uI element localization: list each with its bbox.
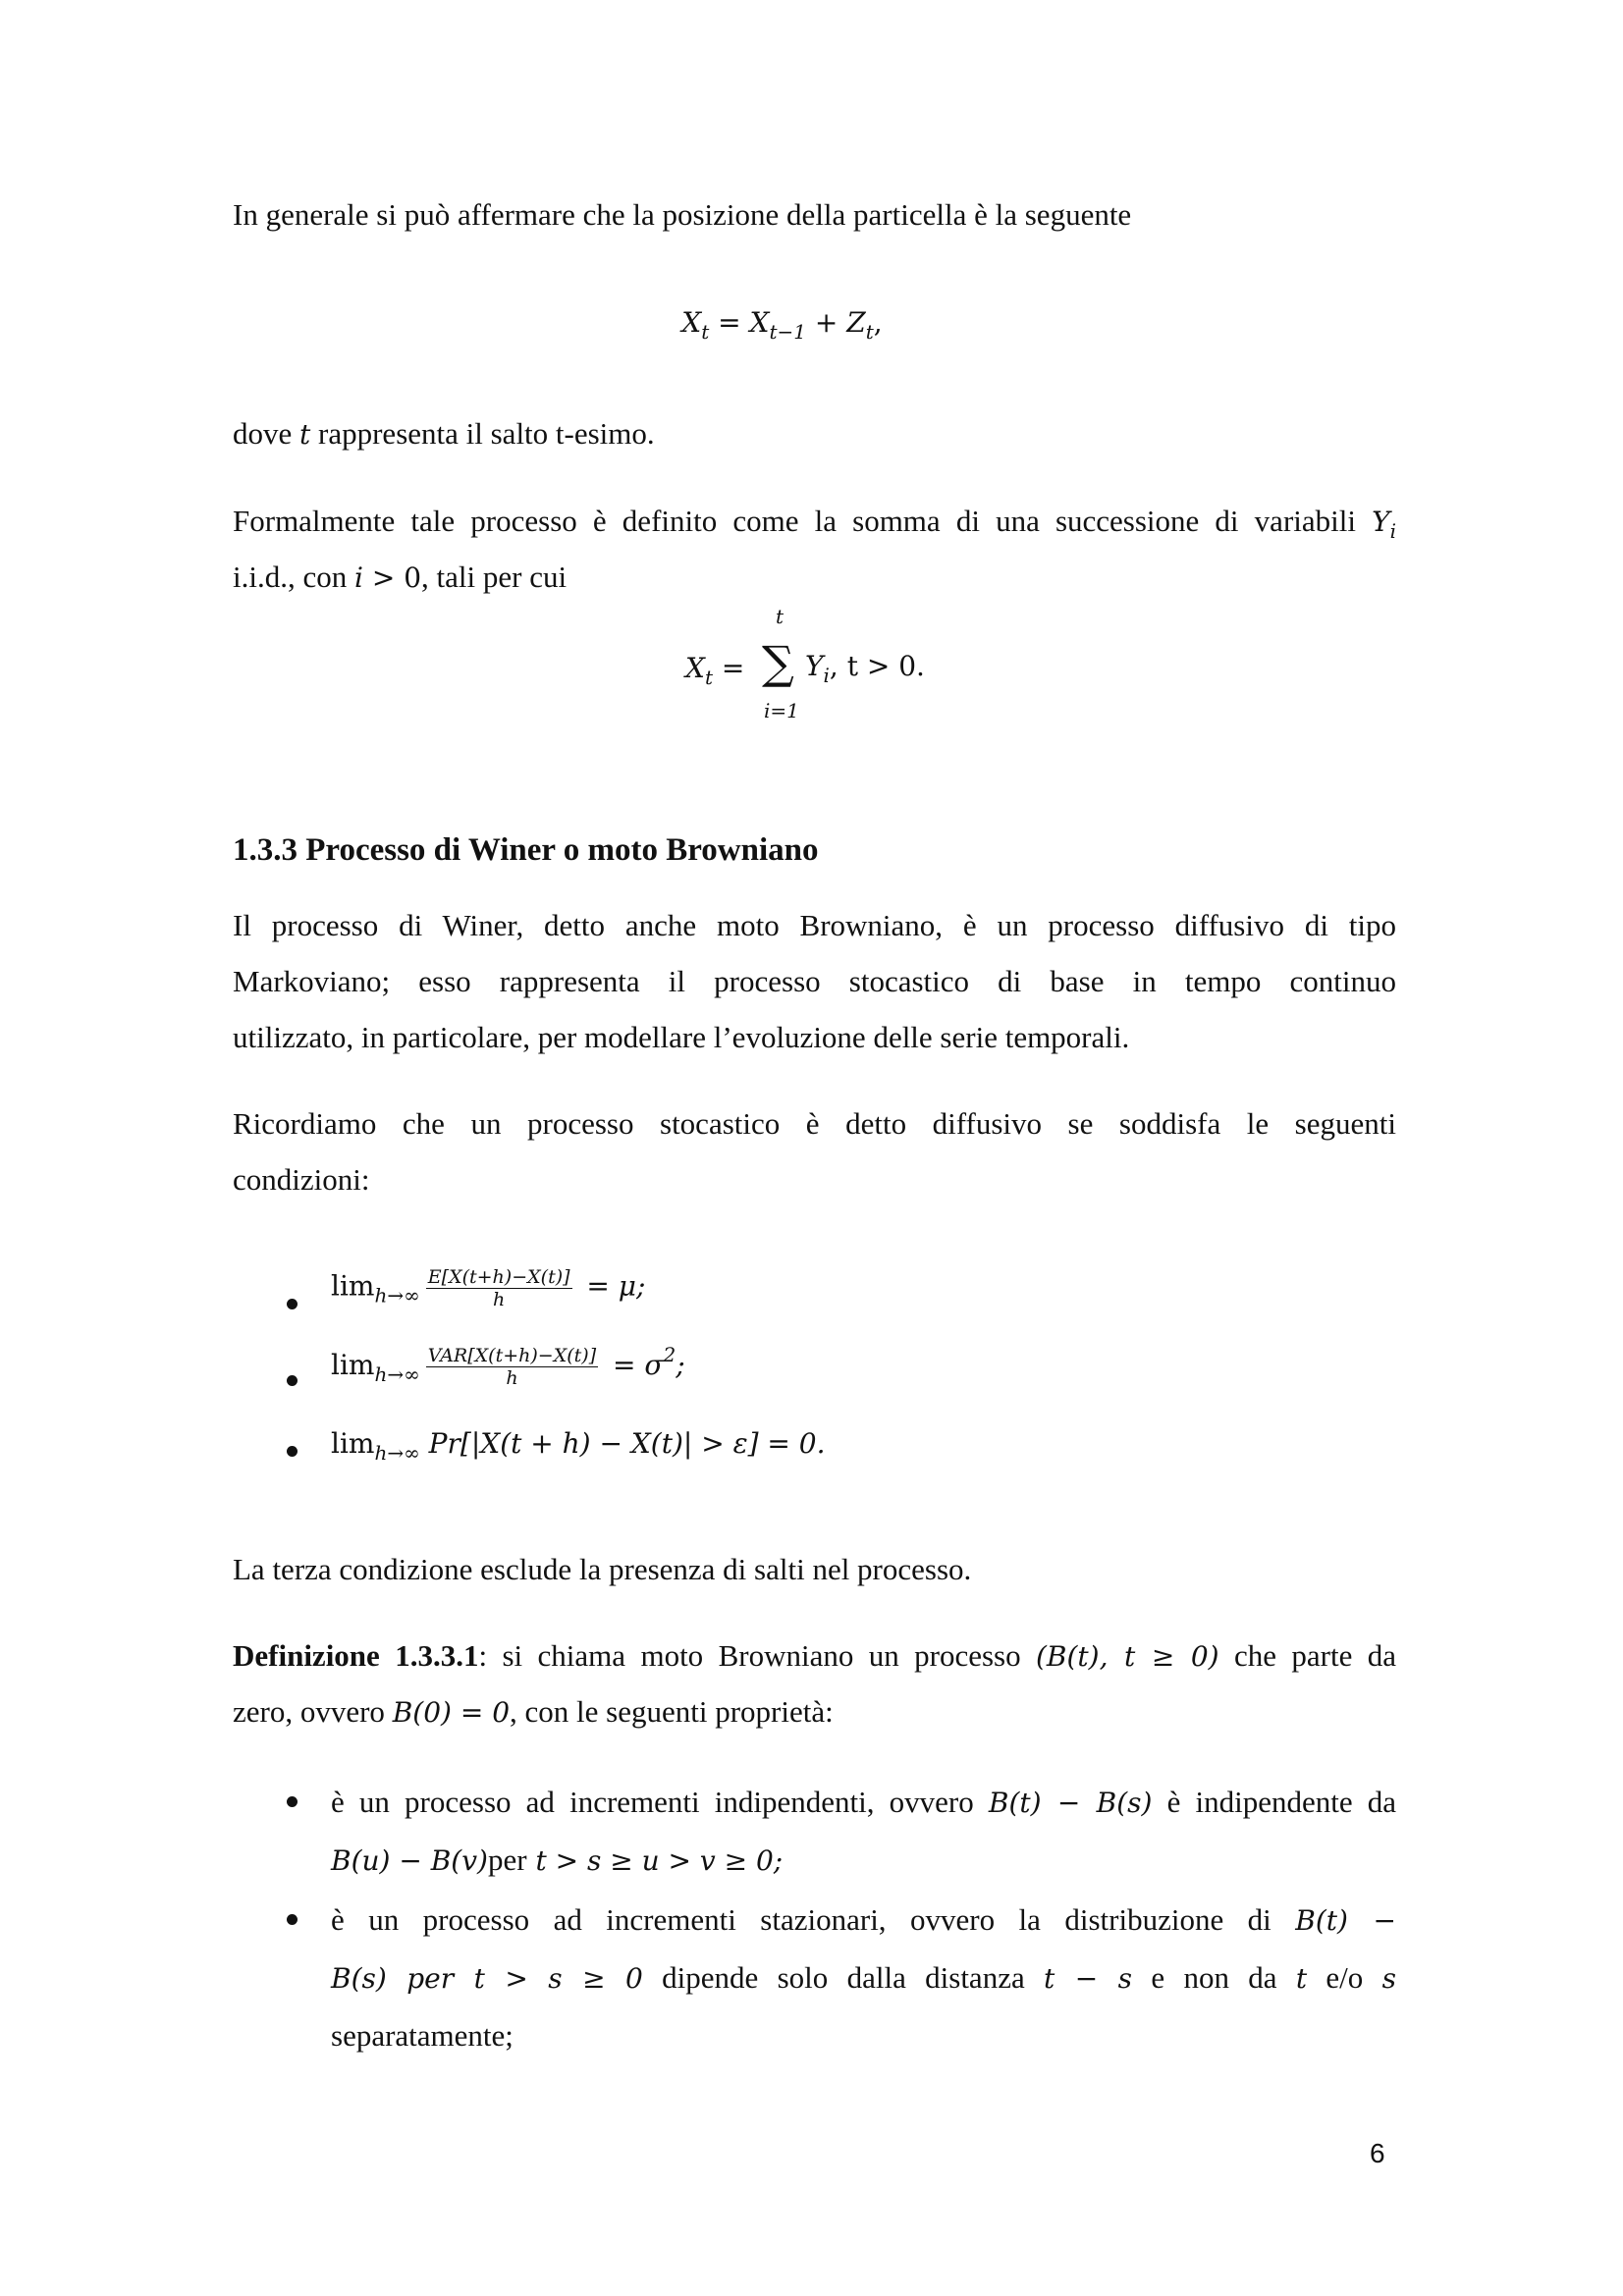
- fraction-denominator: h: [506, 1367, 518, 1390]
- third-condition-text: La terza condizione esclude la presenza di salti nel processo.: [233, 1552, 972, 1586]
- lim-label: lim: [331, 1349, 375, 1381]
- definition-line-1: [233, 1628, 1396, 1684]
- property-text: è un processo ad incrementi indipendenti, ovvero: [331, 1785, 989, 1819]
- property-line-2: [331, 1949, 1396, 2007]
- fraction-numerator: VAR[X(t+h)−X(t)]: [427, 1345, 597, 1367]
- eq1-x-prev-sub: t−1: [769, 320, 807, 344]
- formal-text: Formalmente tale processo è definito come la somma di una successione di variabili: [233, 504, 1373, 538]
- definition-math: (B(t), t ≥ 0): [1036, 1640, 1219, 1673]
- property-post: è indipendente da: [1152, 1785, 1397, 1819]
- condition-rhs: = σ: [604, 1349, 664, 1381]
- property-line-1: [331, 1891, 1396, 1949]
- definition-line2-math: B(0) = 0: [392, 1696, 511, 1729]
- dove-var: t: [299, 418, 311, 451]
- property-text: e non da: [1132, 1960, 1296, 1995]
- bullet-dot: [287, 1796, 298, 1807]
- condition-item: [233, 1266, 1396, 1335]
- definition-text: : si chiama moto Browniano un processo: [478, 1638, 1036, 1673]
- property-math: s: [1381, 1962, 1396, 1995]
- sum-rhs-group: [805, 650, 925, 687]
- lim-label: lim: [331, 1427, 375, 1460]
- property-line-1: [331, 1773, 1396, 1832]
- condition-expression: [331, 1343, 685, 1389]
- fraction: [426, 1266, 572, 1310]
- property-item: [233, 1773, 1396, 1891]
- equation-position: [0, 304, 1594, 344]
- section-heading: 1.3.3 Processo di Winer o moto Browniano: [233, 832, 819, 868]
- condition-rhs: = μ;: [577, 1269, 646, 1303]
- fraction-numerator: E[X(t+h)−X(t)]: [427, 1266, 570, 1288]
- formal-pre: i.i.d., con: [233, 560, 354, 594]
- condition-expression: [331, 1425, 826, 1465]
- property-math: B(t) − B(s): [988, 1787, 1153, 1819]
- property-math: t > s ≥ u > v ≥ 0;: [526, 1844, 784, 1877]
- eq1-lhs: X: [681, 306, 702, 339]
- fraction-denominator: h: [493, 1289, 506, 1310]
- property-text: dipende solo dalla distanza: [642, 1960, 1045, 1995]
- bullet-dot: [287, 1299, 298, 1309]
- para1-line-1: Il processo di Winer, detto anche moto Browniano, è un processo diffusivo di tipo: [233, 908, 1396, 942]
- property-math: t − s: [1044, 1962, 1133, 1995]
- property-word: per: [487, 1842, 527, 1877]
- property-math: B(u) − B(v): [331, 1844, 488, 1877]
- property-math: B(t) −: [1295, 1904, 1396, 1937]
- definition-line2-pre: zero, ovvero: [233, 1694, 393, 1729]
- sum-y: Y: [805, 650, 824, 682]
- dove-pre: dove: [233, 416, 300, 451]
- lim-sub: h→∞: [374, 1362, 420, 1386]
- eq1-equals: =: [709, 306, 750, 339]
- condition-rhs-tail: ;: [676, 1349, 685, 1381]
- formal-var-y: Y: [1372, 506, 1390, 538]
- sum-equals: =: [712, 652, 745, 684]
- bullet-dot: [287, 1446, 298, 1457]
- formal-condition: > 0: [362, 561, 422, 594]
- bullet-dot: [287, 1914, 298, 1925]
- formal-var-y-sub: i: [1389, 519, 1396, 543]
- sum-tail: , t > 0.: [829, 650, 925, 682]
- property-item: [233, 1891, 1396, 2067]
- sum-lhs: X: [685, 652, 705, 684]
- definition-line-2: [233, 1683, 1396, 1740]
- eq1-z: Z: [846, 306, 866, 339]
- fraction: [426, 1345, 598, 1389]
- condition-expression-text: Pr[|X(t + h) − X(t)| > ε] = 0.: [419, 1427, 826, 1460]
- intro-paragraph: [233, 187, 1396, 242]
- dove-paragraph: [233, 405, 1396, 462]
- page-number: 6: [1370, 2138, 1385, 2168]
- intro-text: In generale si può affermare che la posizione della particella è la seguente: [233, 197, 1132, 232]
- equation-sum: [677, 607, 972, 724]
- dove-post: rappresenta il salto t-esimo.: [310, 416, 655, 451]
- property-math: t: [1295, 1962, 1308, 1995]
- para2-line-1: Ricordiamo che un processo stocastico è detto diffusivo se soddisfa le seguenti: [233, 1106, 1396, 1141]
- sum-lower-limit: i=1: [764, 699, 799, 722]
- definition-line2-post: , con le seguenti proprietà:: [510, 1694, 834, 1729]
- eq1-plus: +: [806, 306, 847, 339]
- eq1-lhs-sub: t: [701, 320, 710, 344]
- sum-lhs-group: [685, 650, 744, 689]
- sum-upper-limit: t: [776, 605, 784, 628]
- sigma-symbol: ∑: [762, 636, 794, 689]
- definition-label: Definizione 1.3.3.1: [233, 1638, 479, 1673]
- eq1-x-prev: X: [749, 306, 770, 339]
- lim-label: lim: [331, 1269, 375, 1303]
- condition-item: [233, 1343, 1396, 1412]
- property-math: B(s) per t > s ≥ 0: [331, 1962, 643, 1995]
- bullet-dot: [287, 1375, 298, 1386]
- condition-rhs-sup: 2: [663, 1343, 676, 1366]
- property-text: è un processo ad incrementi stazionari, ovvero la distribuzione di: [331, 1902, 1296, 1937]
- sum-lhs-sub: t: [704, 666, 713, 689]
- para1-line-2: Markoviano; esso rappresenta il processo stocastico di base in tempo continuo: [233, 964, 1396, 998]
- property-text: e/o: [1307, 1960, 1382, 1995]
- lim-sub: h→∞: [374, 1441, 420, 1465]
- para2-line-2: condizioni:: [233, 1162, 370, 1197]
- formal-line-2: [233, 549, 1396, 606]
- condition-expression: [331, 1266, 645, 1310]
- formal-var-i: i: [354, 561, 363, 594]
- sum-y-sub: i: [823, 664, 830, 687]
- lim-sub: h→∞: [374, 1283, 420, 1308]
- eq1-z-sub: t: [865, 320, 874, 344]
- eq1-comma: ,: [873, 306, 883, 339]
- definition-post: che parte da: [1218, 1638, 1397, 1673]
- property-line-2: [331, 1831, 1396, 1890]
- formal-post: , tali per cui: [421, 560, 568, 594]
- property-line-3: separatamente;: [331, 2018, 514, 2053]
- condition-item: [233, 1419, 1396, 1488]
- para1-line-3: utilizzato, in particolare, per modellare l’evoluzione delle serie temporali.: [233, 1020, 1130, 1054]
